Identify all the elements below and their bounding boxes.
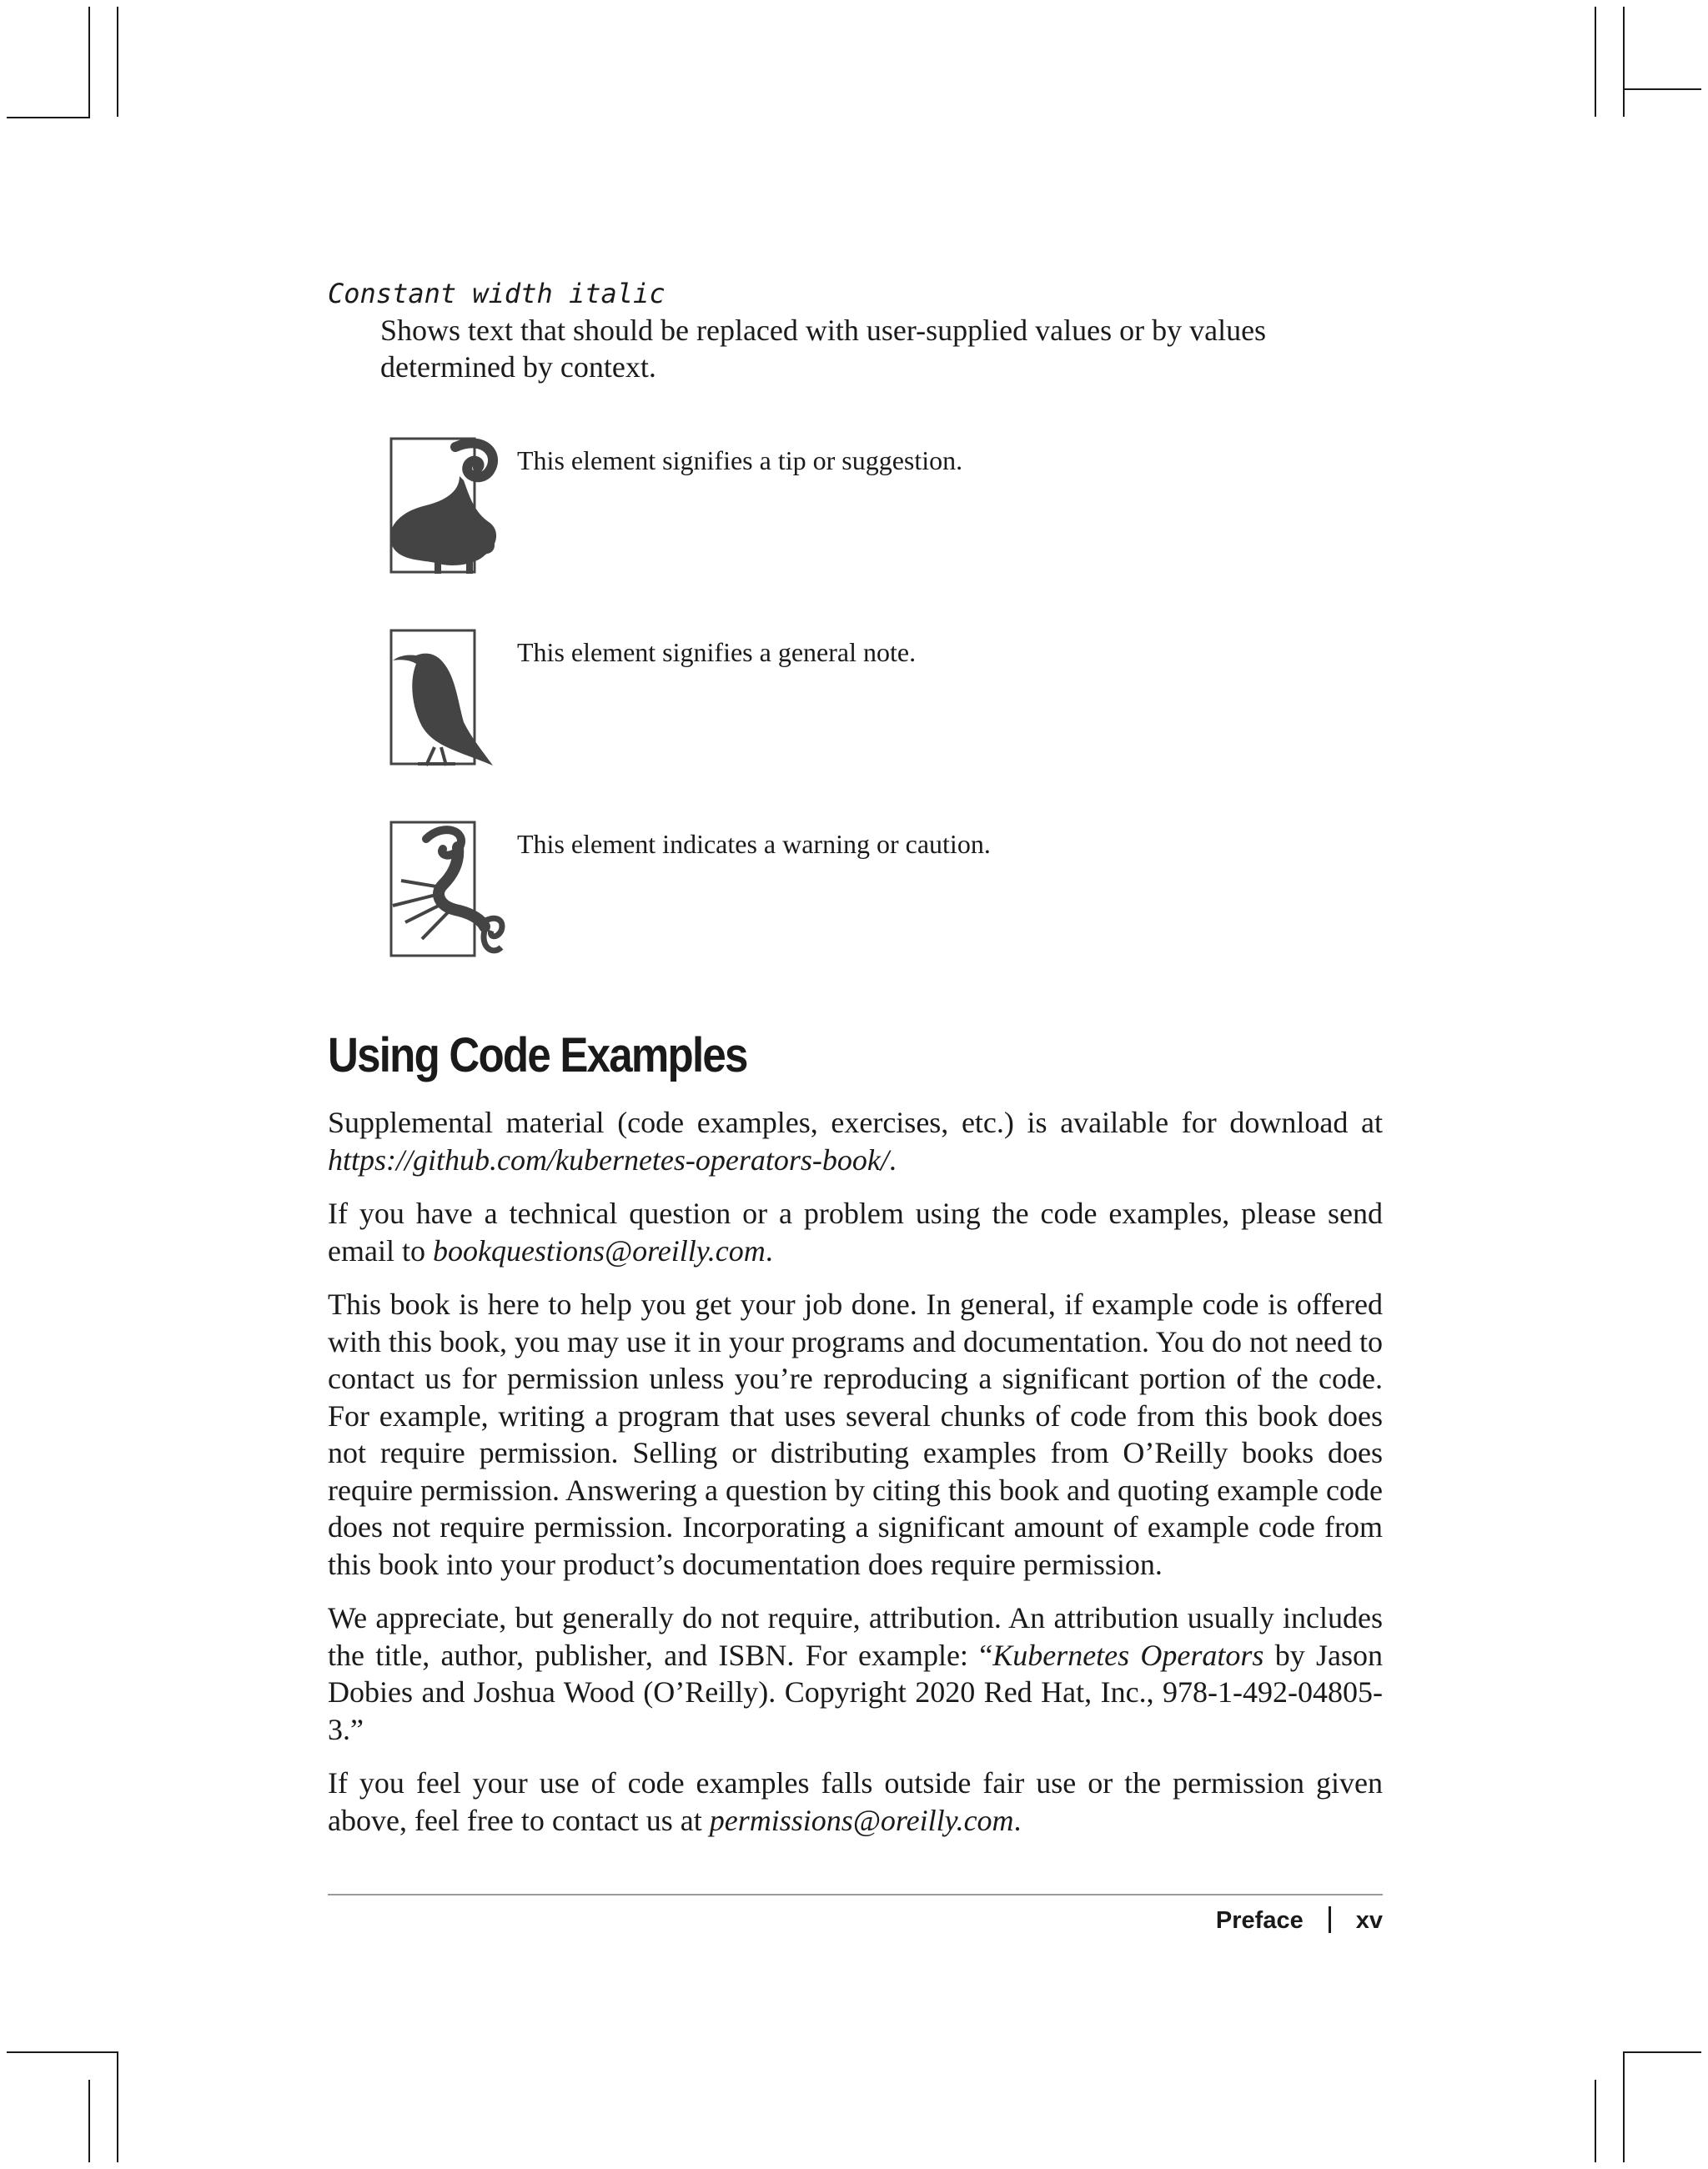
paragraph (328, 1104, 1383, 1178)
admonition-text: This element signifies a general note. (517, 637, 917, 667)
crop-mark (7, 2051, 117, 2053)
text-run: Supplemental material (code examples, exercises, etc.) is available for download at (328, 1106, 1383, 1139)
crop-mark (88, 2080, 90, 2162)
crop-mark (7, 117, 90, 118)
crop-mark (117, 7, 118, 117)
paragraph: This book is here to help you get your job done. In general, if example code is offered with this book, you may use it in your programs and documentation. You do not need to contact us for permission unless you’re reproducing a significant portion of the code. For example, writing a program that uses several chunks of code from this book does not require permission. Selling or distributing examples from O’Reilly books does require permission. Answering a question by citing this book and quoting example code does not require permission. Incorporating a significant amount of example code from this book into your product’s documentation does require permission. (328, 1288, 1383, 1581)
footer-rule (328, 1894, 1383, 1895)
page-number: xv (1355, 1907, 1383, 1934)
admonition-note (328, 607, 1383, 799)
page-content (328, 275, 1383, 1855)
github-link[interactable]: https://github.com/kubernetes-operators-book/ (328, 1142, 889, 1177)
admonition-text: This element signifies a tip or suggestion. (517, 445, 963, 475)
crop-mark (88, 7, 90, 117)
crow-icon (376, 622, 510, 772)
email-link[interactable]: bookquestions@oreilly.com (432, 1233, 766, 1268)
crop-mark (1623, 2051, 1625, 2162)
admonition-text: This element indicates a warning or caution. (517, 829, 991, 859)
text-run: . (765, 1233, 773, 1268)
paragraph (328, 1195, 1383, 1269)
crop-mark (1595, 7, 1596, 117)
footer-section: Preface (1215, 1907, 1304, 1934)
paragraph (328, 1765, 1383, 1839)
admonition-tip (328, 415, 1383, 607)
page-footer (328, 1905, 1383, 1936)
definition-term: Constant width italic (328, 278, 666, 309)
crop-mark (1623, 2051, 1701, 2053)
text-run: If you have a technical question or a problem using the code examples, please send email to (328, 1197, 1383, 1268)
lemur-icon (376, 430, 510, 580)
admonition-warning (328, 799, 1383, 991)
crop-mark (1623, 88, 1701, 90)
crop-mark (1623, 7, 1625, 117)
text-run: If you feel your use of code examples falls outside fair use or the permission given above, feel free to contact us at (328, 1766, 1383, 1837)
text-run: We appreciate, but generally do not require, attribution. An attribution usually includes the title, author, publisher, and ISBN. For example: “ (328, 1601, 1383, 1672)
paragraph (328, 1599, 1383, 1748)
scorpion-icon (376, 814, 510, 964)
crop-mark (1595, 2080, 1596, 2162)
footer-separator (1329, 1906, 1331, 1933)
crop-mark (117, 2051, 118, 2162)
email-link[interactable]: permissions@oreilly.com (709, 1803, 1014, 1837)
text-run: . (888, 1142, 897, 1177)
book-title: Kubernetes Operators (992, 1638, 1264, 1672)
section-heading: Using Code Examples (328, 1028, 747, 1082)
text-run: . (1013, 1803, 1022, 1837)
definition-description: Shows text that should be replaced with user-supplied values or by values determined by context. (380, 314, 1267, 384)
text-run: by Jason Dobies and Joshua Wood (O’Reilly). Copyright 2020 Red Hat, Inc., 978-1-492-04805-3.” (328, 1638, 1384, 1746)
